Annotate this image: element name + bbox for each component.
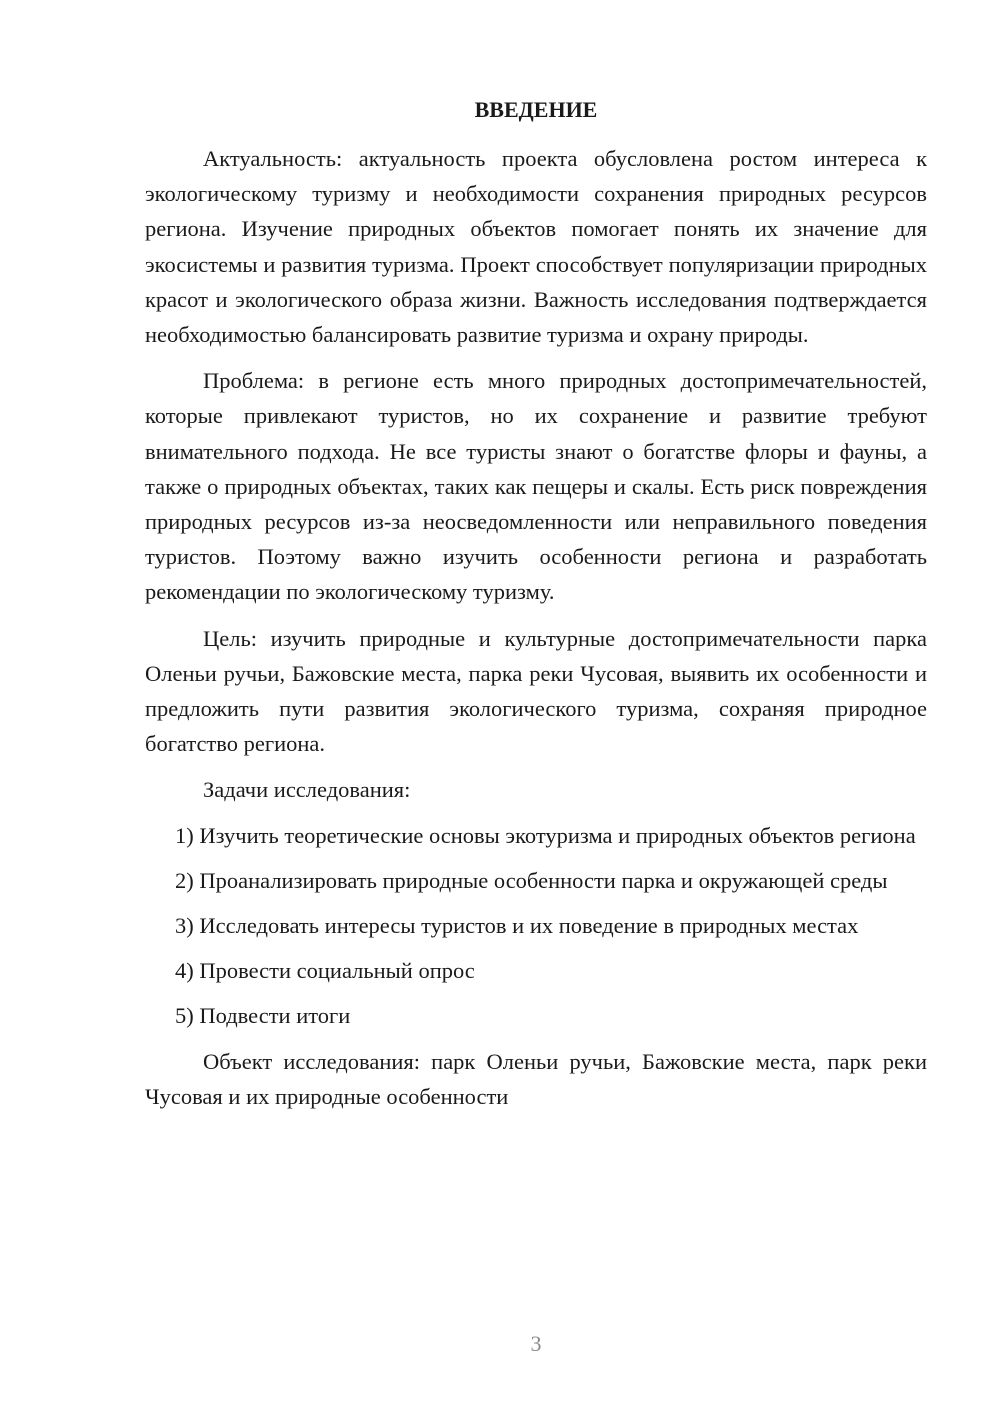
- goal-paragraph: Цель: изучить природные и культурные достопримечательности парка Оленьи ручьи, Бажовские места, парка реки Чусовая, выявить их особенности и предложить пути развития экологического туризма, сохраняя природное богатство региона.: [145, 625, 927, 757]
- object-paragraph: Объект исследования: парк Оленьи ручьи, Бажовские места, парк реки Чусовая и их природные особенности: [145, 1048, 927, 1109]
- tasks-heading: Задачи исследования:: [203, 777, 411, 803]
- relevance-paragraph: Актуальность: актуальность проекта обусловлена ростом интереса к экологическому туризму и необходимости сохранения природных ресурсов региона. Изучение природных объектов помогает понять их значение для экосистемы и развития туризма. Проект способствует популяризации природных красот и экологического образа жизни. Важность исследования подтверждается необходимостью балансировать развитие туризма и охрану природы.: [145, 146, 927, 348]
- task-item-1: 1) Изучить теоретические основы экотуризма и природных объектов региона: [175, 822, 916, 848]
- page-number: 3: [530, 1331, 542, 1356]
- task-item-4: 4) Провести социальный опрос: [175, 958, 475, 984]
- tasks-list: [145, 818, 927, 1034]
- problem-paragraph: Проблема: в регионе есть много природных достопримечательностей, которые привлекают туристов, но их сохранение и развитие требуют внимательного подхода. Не все туристы знают о богатстве флоры и фауны, а также о природных объектах, таких как пещеры и скалы. Есть риск повреждения природных ресурсов из-за неосведомленности или неправильного поведения туристов. Поэтому важно изучить особенности региона и разработать рекомендации по экологическому туризму.: [145, 368, 927, 605]
- page-title: ВВЕДЕНИЕ: [474, 97, 598, 122]
- document-page: [145, 92, 927, 1125]
- task-item-3: 3) Исследовать интересы туристов и их поведение в природных местах: [175, 913, 859, 939]
- task-item-2: 2) Проанализировать природные особенности парка и окружающей среды: [175, 867, 888, 893]
- task-item-5: 5) Подвести итоги: [175, 1003, 351, 1029]
